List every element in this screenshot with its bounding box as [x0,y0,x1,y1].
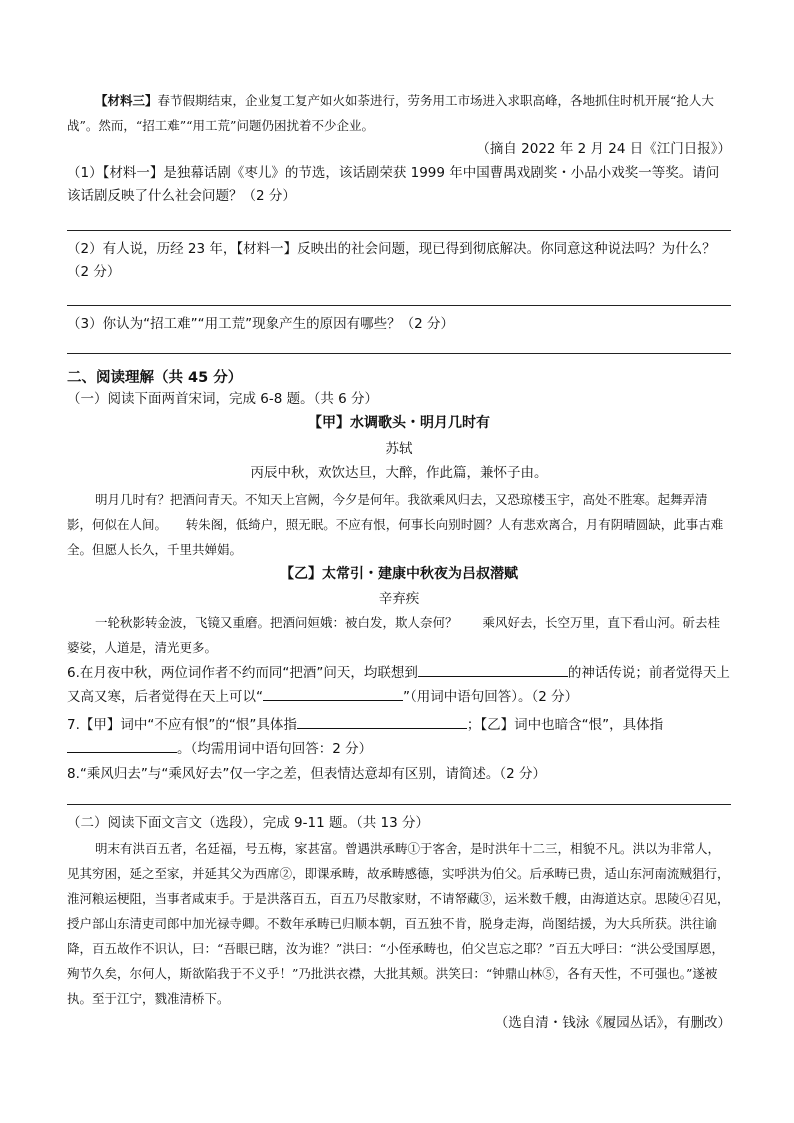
q7-text-1: 7.【甲】词中“不应有恨”的“恨”具体指 [67,717,297,733]
poem-a-author: 苏轼 [385,441,413,457]
q7-text-3: 。（均需用词中语句回答：2 分） [177,741,373,757]
q7-text-2: ；【乙】词中也暗含“恨”，具体指 [466,717,664,733]
poem-b-body: 一轮秋影转金波，飞镜又重磨。把酒问姮娥：被白发，欺人奈何？ 乘风好去，长空万里，直下看山河。斫去桂婆娑，人道是，清光更多。 [67,615,721,655]
question-7 [67,713,731,761]
answer-line-8 [67,804,731,805]
q6-blank-1[interactable] [418,662,568,677]
part2-heading: （二）阅读下面文言文（选段），完成 9-11 题。（共 13 分） [67,815,429,831]
q7-blank-1[interactable] [297,714,467,729]
q7-blank-2[interactable] [67,738,177,753]
question-2: （2）有人说，历经 23 年，【材料一】反映出的社会问题，现已得到彻底解决。你同意这种说法吗？为什么？（2 分） [67,241,716,280]
poem-a-title: 【甲】水调歌头・明月几时有 [308,415,490,431]
poem-a-body: 明月几时有？把酒问青天。不知天上宫阙，今夕是何年。我欲乘风归去，又恐琼楼玉宇，高处不胜寒。起舞弄清影，何似在人间。 转朱阁，低绮户，照无眠。不应有恨，何事长向别时圆？人有悲欢离合，月有阴晴圆缺，此事古难全。但愿人长久，千里共婵娟。 [67,492,724,557]
q6-text-3: ”（用词中语句回答）。（2 分） [403,689,579,705]
material3-tag: 【材料三】 [95,93,158,108]
answer-line-2 [67,305,731,306]
answer-line-1 [67,230,731,231]
classical-text: 明末有洪百五者，名廷福，号五梅，家甚富。曾遇洪承畴①于客舍，是时洪年十二三，相貌不凡。洪以为非常人，见其穷困，延之至家，并延其父为西席②，即课承畴，故承畴感德，实呼洪为伯父。后承畴已贵，适山东河南流贼猖行，淮河粮运梗阻，当事者咸束手。于是洪落百五，百五乃尽散家财，不请帑藏③，运米数千艘，由海道达京。思陵④召见，授户部山东清吏司郎中加光禄寺卿。不数年承畴已归顺本朝，百五独不肯，脱身走海，尚图结援，为大兵所获。洪往谕降，百五故作不识认，曰：“吾眼已瞎，汝为谁？”洪曰：“小侄承畴也，伯父岂忘之耶？”百五大呼曰：“洪公受国厚恩，殉节久矣，尔何人，斯欲陷我于不义乎！”乃批洪衣襟，大批其颊。洪笑曰：“钟鼎山林⑤，各有天性，不可强也。”遂被执。至于江宁，戮准清桥下。 [67,841,730,1006]
q6-text-1: 6.在月夜中秋，两位词作者不约而同“把酒”问天，均联想到 [67,665,418,681]
material3-text: 春节假期结束，企业复工复产如火如荼进行，劳务用工市场进入求职高峰，各地抓住时机开展“抢人大战”。然而，“招工难”“用工荒”问题仍困扰着不少企业。 [67,93,714,133]
classical-source: （选自清・钱泳《履园丛话》，有删改） [494,1015,731,1031]
part1-heading: （一）阅读下面两首宋词，完成 6-8 题。（共 6 分） [67,391,379,407]
q6-text-2: 的神话传说；前者觉得天上又高又寒，后者觉得在天上可以“ [67,665,730,705]
question-3: （3）你认为“招工难”“用工荒”现象产生的原因有哪些？（2 分） [67,316,454,332]
answer-line-3 [67,353,731,354]
question-6 [67,661,731,709]
material3-source: （摘自 2022 年 2 月 24 日《江门日报》） [476,141,731,157]
question-8: 8.“乘风归去”与“乘风好去”仅一字之差，但表情达意却有区别，请简述。（2 分） [67,766,546,782]
section2-heading: 二、阅读理解（共 45 分） [67,370,243,386]
material3-paragraph [67,88,731,138]
poem-b-author: 辛弃疾 [378,591,420,607]
poem-b-title: 【乙】太常引・建康中秋夜为吕叔潜赋 [280,566,518,582]
poem-a-preface: 丙辰中秋，欢饮达旦，大醉，作此篇，兼怀子由。 [250,465,548,481]
q6-blank-2[interactable] [263,686,403,701]
question-1: （1）【材料一】是独幕话剧《枣儿》的节选，该话剧荣获 1999 年中国曹禺戏剧奖・小品小戏奖一等奖。请问该话剧反映了什么社会问题？（2 分） [67,165,720,204]
